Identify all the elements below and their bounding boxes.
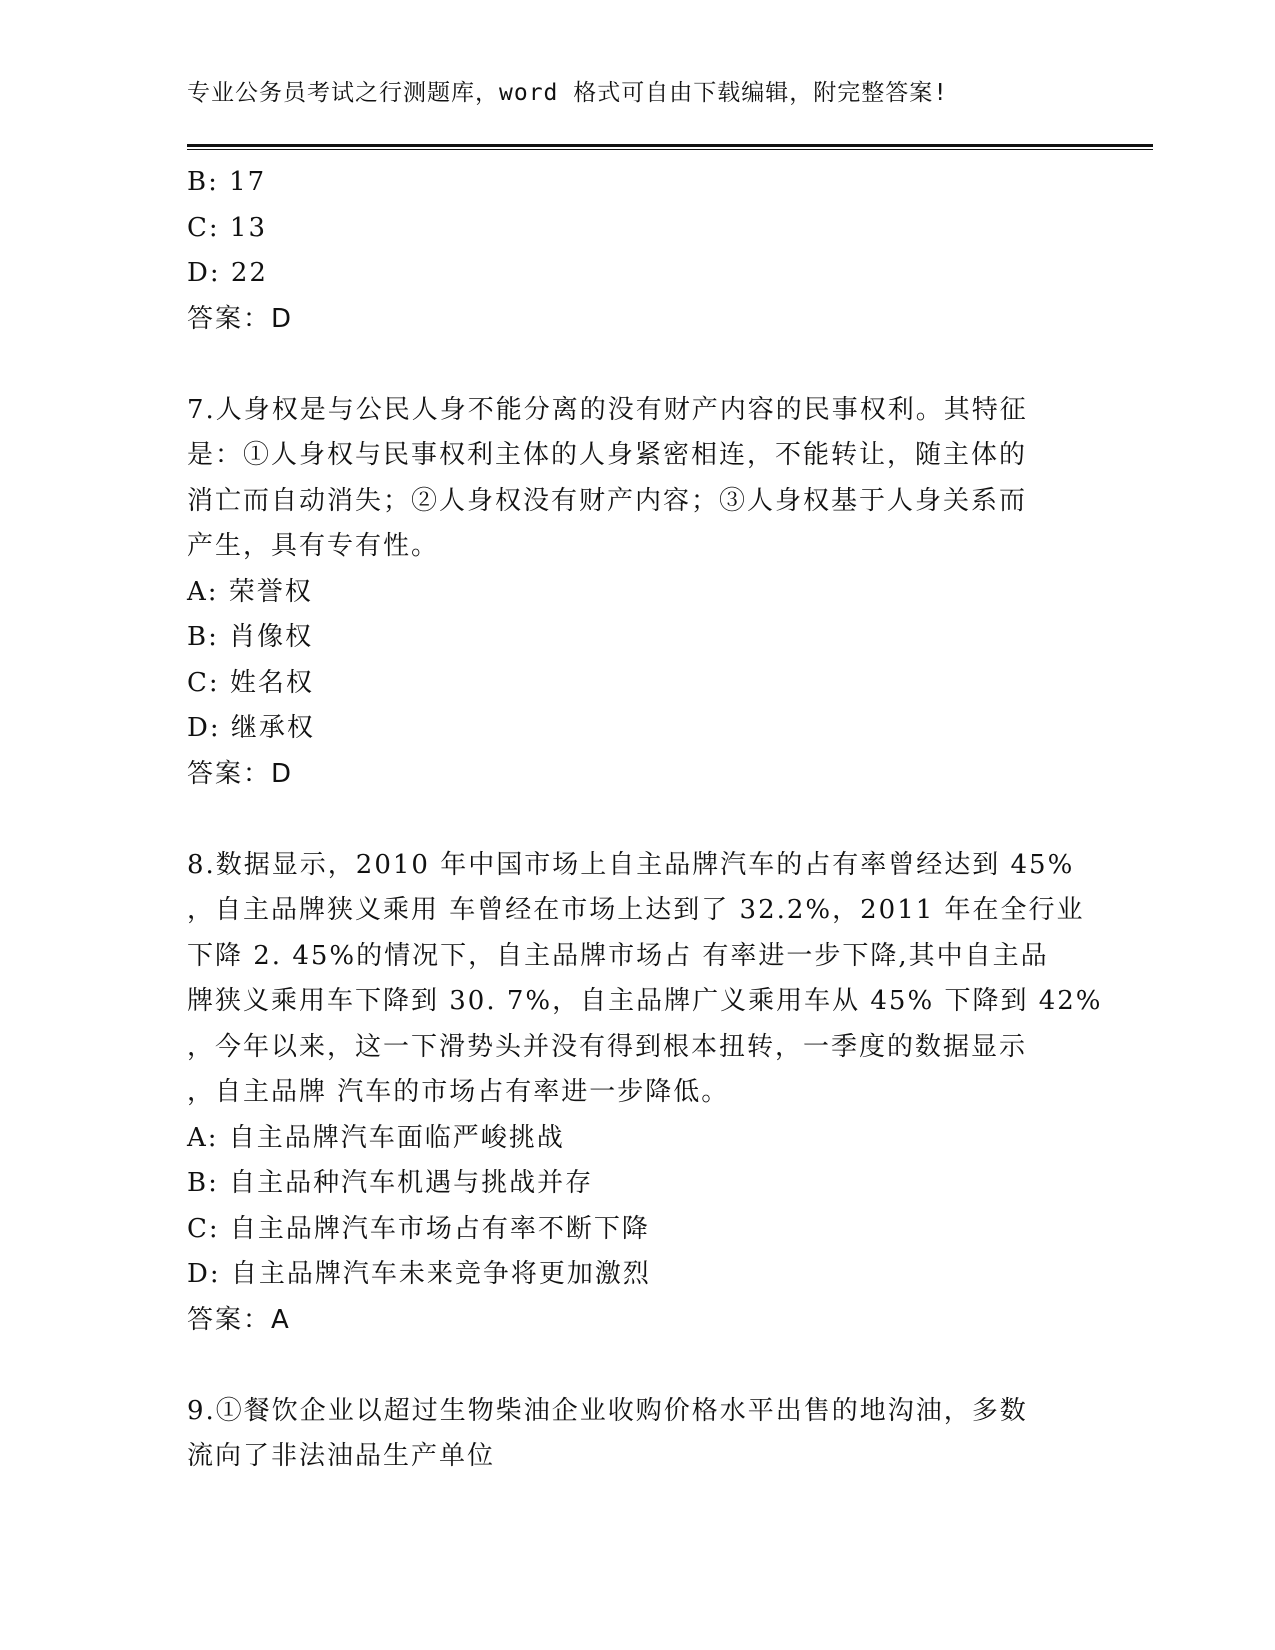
question-stem-line: 牌狭义乘用车下降到 30. 7%，自主品牌广义乘用车从 45% 下降到 42%: [187, 986, 1103, 1016]
question-stem-line: 7.人身权是与公民人身不能分离的没有财产内容的民事权利。其特征: [187, 394, 1028, 425]
question-9: [187, 1389, 1087, 1480]
option-c: C: 自主品牌汽车市场占有率不断下降: [187, 1213, 650, 1244]
question-stem-line: 流向了非法油品生产单位: [187, 1441, 496, 1471]
spacer: [187, 342, 1087, 388]
option-d: D: 自主品牌汽车未来竞争将更加激烈: [187, 1259, 651, 1289]
option-b: B: 17: [187, 167, 267, 197]
question-8: [187, 843, 1103, 1344]
answer-line: 答案：D: [187, 303, 294, 334]
question-7: [187, 388, 1087, 798]
option-c: C: 13: [187, 212, 268, 243]
header-rule-thick: [187, 144, 1153, 147]
option-b: B: 肖像权: [187, 622, 314, 652]
option-c: C: 姓名权: [187, 667, 314, 698]
answer-line: 答案：D: [187, 758, 294, 789]
question-stem-line: 产生，具有专有性。: [187, 531, 440, 561]
spacer: [187, 1343, 1087, 1389]
header-rule-thin: [187, 149, 1153, 150]
prev-question: [187, 160, 1087, 342]
question-stem-line: 8.数据显示，2010 年中国市场上自主品牌汽车的占有率曾经达到 45%: [187, 849, 1075, 880]
question-stem-line: 消亡而自动消失；②人身权没有财产内容；③人身权基于人身关系而: [187, 485, 1028, 516]
question-stem-line: 9.①餐饮企业以超过生物柴油企业收购价格水平出售的地沟油，多数: [187, 1395, 1028, 1426]
question-stem-line: 下降 2. 45%的情况下，自主品牌市场占 有率进一步下降,其中自主品: [187, 940, 1049, 971]
question-stem-line: ，自主品牌狭义乘用 车曾经在市场上达到了 32.2%，2011 年在全行业: [187, 895, 1085, 925]
question-stem-line: 是：①人身权与民事权利主体的人身紧密相连，不能转让，随主体的: [187, 440, 1028, 470]
spacer: [187, 797, 1087, 843]
question-stem-line: ，今年以来，这一下滑势头并没有得到根本扭转，一季度的数据显示: [187, 1031, 1028, 1062]
option-b: B: 自主品种汽车机遇与挑战并存: [187, 1168, 594, 1198]
answer-line: 答案：A: [187, 1304, 291, 1335]
document-body: [187, 160, 1103, 1480]
option-d: D: 22: [187, 258, 268, 288]
question-stem-line: ，自主品牌 汽车的市场占有率进一步降低。: [187, 1077, 730, 1107]
option-a: A: 自主品牌汽车面临严峻挑战: [187, 1122, 565, 1153]
option-d: D: 继承权: [187, 713, 315, 743]
option-a: A: 荣誉权: [187, 576, 313, 607]
page-header: 专业公务员考试之行测题库，word 格式可自由下载编辑，附完整答案!: [187, 80, 949, 106]
